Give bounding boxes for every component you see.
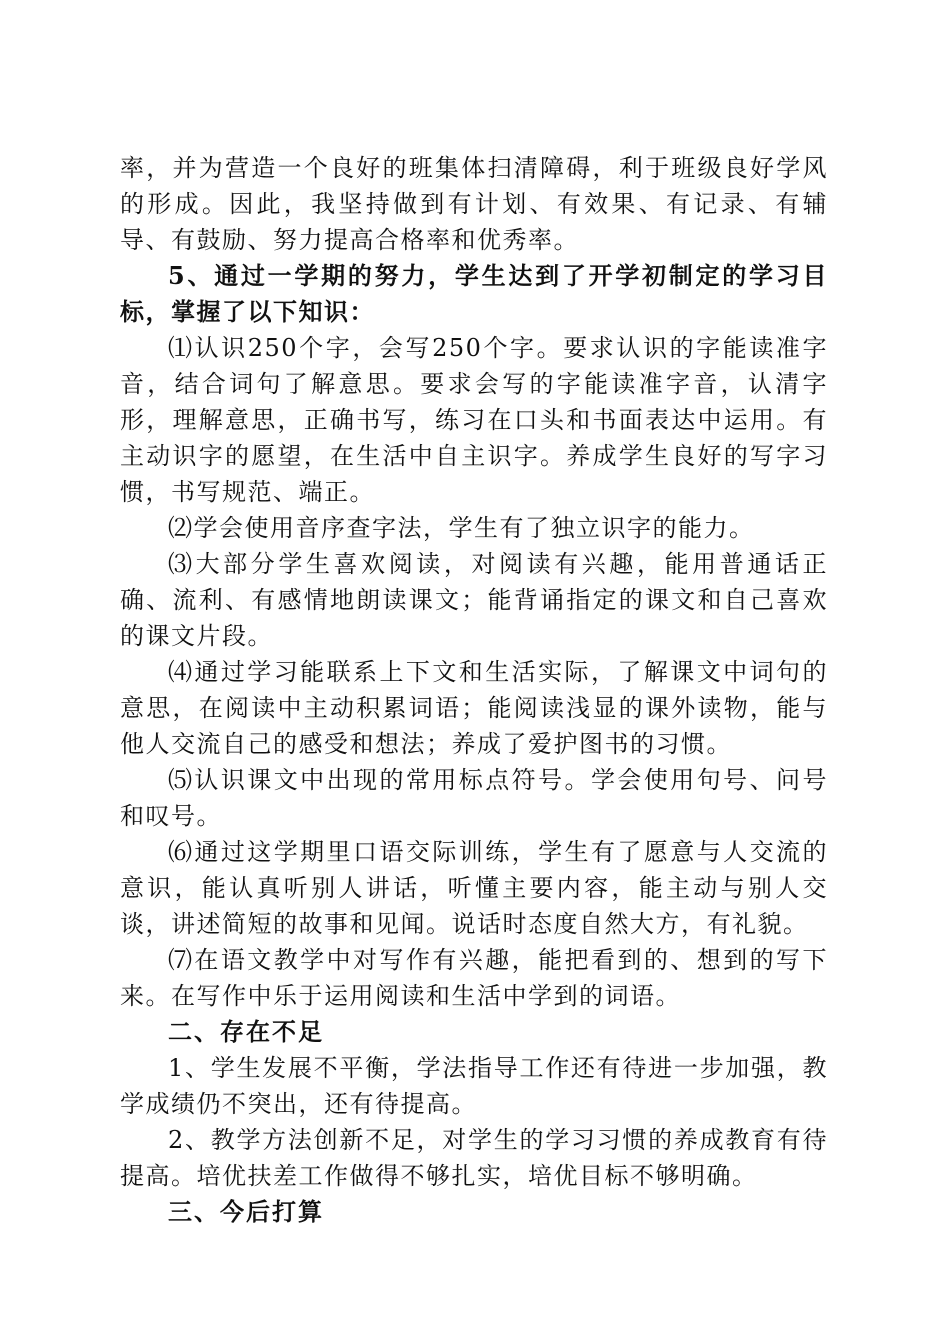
paragraph-item-5: ⑸认识课文中出现的常用标点符号。学会使用句号、问号和叹号。 xyxy=(120,766,828,830)
paragraph-item-1: ⑴认识250个字，会写250个字。要求认识的字能读准字音，结合词句了解意思。要求会写的字能读准字音，认清字形，理解意思，正确书写，练习在口头和书面表达中运用。有主动识字的愿望，在生活中自主识字。养成学生良好的写字习惯，书写规范、端正。 xyxy=(120,334,828,506)
paragraph-item-2: ⑵学会使用音序查字法，学生有了独立识字的能力。 xyxy=(168,514,755,542)
paragraph-learning-goals: 5、通过一学期的努力，学生达到了开学初制定的学习目标，掌握了以下知识： xyxy=(120,261,828,326)
paragraph-item-4: ⑷通过学习能联系上下文和生活实际，了解课文中词句的意思，在阅读中主动积累词语；能阅读浅显的课外读物，能与他人交流自己的感受和想法；养成了爱护图书的习惯。 xyxy=(120,658,828,758)
paragraph-continuation: 率，并为营造一个良好的班集体扫清障碍，利于班级良好学风的形成。因此，我坚持做到有计划、有效果、有记录、有辅导、有鼓励、努力提高合格率和优秀率。 xyxy=(120,154,828,254)
section-heading-future-plans: 三、今后打算 xyxy=(168,1198,324,1226)
paragraph-item-6: ⑹通过这学期里口语交际训练，学生有了愿意与人交流的意识，能认真听别人讲话，听懂主要内容，能主动与别人交谈，讲述简短的故事和见闻。说话时态度自然大方，有礼貌。 xyxy=(120,838,828,938)
section-heading-shortcomings: 二、存在不足 xyxy=(168,1018,324,1046)
paragraph-item-3: ⑶大部分学生喜欢阅读，对阅读有兴趣，能用普通话正确、流利、有感情地朗读课文；能背诵指定的课文和自己喜欢的课文片段。 xyxy=(120,550,828,650)
paragraph-item-7: ⑺在语文教学中对写作有兴趣，能把看到的、想到的写下来。在写作中乐于运用阅读和生活中学到的词语。 xyxy=(120,946,828,1010)
paragraph-shortcoming-1: 1、学生发展不平衡，学法指导工作还有待进一步加强，教学成绩仍不突出，还有待提高。 xyxy=(120,1054,828,1118)
document-body xyxy=(120,150,828,1230)
paragraph-shortcoming-2: 2、教学方法创新不足，对学生的学习习惯的养成教育有待提高。培优扶差工作做得不够扎实，培优目标不够明确。 xyxy=(120,1126,828,1190)
